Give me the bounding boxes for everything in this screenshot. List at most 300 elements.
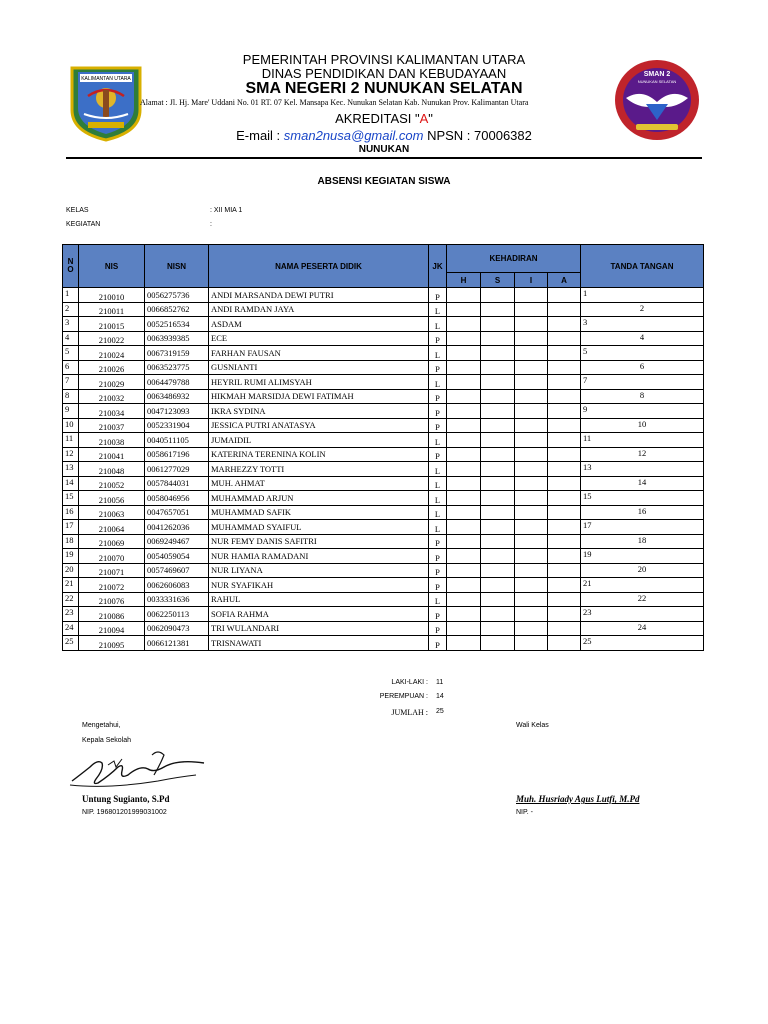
row-signature-cell: 22 <box>581 592 704 607</box>
row-jk: P <box>429 534 447 549</box>
table-row <box>63 288 704 303</box>
row-sakit-cell <box>481 549 515 564</box>
row-nama: IKRA SYDINA <box>209 404 429 419</box>
row-nama: NUR LIYANA <box>209 563 429 578</box>
row-sakit-cell <box>481 636 515 651</box>
row-nis: 210052 <box>79 476 145 491</box>
table-row <box>63 433 704 448</box>
row-alpa-cell <box>548 317 581 332</box>
row-alpa-cell <box>548 491 581 506</box>
row-nis: 210015 <box>79 317 145 332</box>
kepala-sekolah-label: Kepala Sekolah <box>82 737 132 744</box>
row-alpa-cell <box>548 563 581 578</box>
row-hadir-cell <box>447 476 481 491</box>
table-row <box>63 520 704 535</box>
row-nama: MUHAMMAD ARJUN <box>209 491 429 506</box>
row-jk: L <box>429 375 447 390</box>
kegiatan-label: KEGIATAN <box>66 221 101 228</box>
row-no: 7 <box>63 375 79 390</box>
row-nama: NUR SYAFIKAH <box>209 578 429 593</box>
row-sakit-cell <box>481 607 515 622</box>
row-signature-cell: 19 <box>581 549 704 564</box>
laki-label: LAKI-LAKI : <box>391 679 428 686</box>
row-alpa-cell <box>548 607 581 622</box>
row-izin-cell <box>515 534 548 549</box>
row-nisn: 0069249467 <box>145 534 209 549</box>
row-jk: P <box>429 447 447 462</box>
row-sakit-cell <box>481 418 515 433</box>
table-row <box>63 592 704 607</box>
col-no-header <box>63 245 79 288</box>
row-no: 17 <box>63 520 79 535</box>
row-nama: TRI WULANDARI <box>209 621 429 636</box>
row-sakit-cell <box>481 404 515 419</box>
table-row <box>63 549 704 564</box>
row-sakit-cell <box>481 360 515 375</box>
row-nisn: 0064479788 <box>145 375 209 390</box>
row-jk: P <box>429 404 447 419</box>
row-nisn: 0040511105 <box>145 433 209 448</box>
table-row <box>63 636 704 651</box>
col-kehadiran-header: KEHADIRAN <box>447 245 581 273</box>
row-nis: 210026 <box>79 360 145 375</box>
row-sakit-cell <box>481 621 515 636</box>
row-nama: NUR FEMY DANIS SAFITRI <box>209 534 429 549</box>
row-hadir-cell <box>447 360 481 375</box>
row-hadir-cell <box>447 563 481 578</box>
email-label: E-mail : <box>236 128 281 143</box>
row-hadir-cell <box>447 317 481 332</box>
row-jk: P <box>429 389 447 404</box>
row-izin-cell <box>515 447 548 462</box>
row-alpa-cell <box>548 520 581 535</box>
row-signature-cell: 14 <box>581 476 704 491</box>
row-izin-cell <box>515 607 548 622</box>
row-izin-cell <box>515 520 548 535</box>
row-hadir-cell <box>447 549 481 564</box>
row-sakit-cell <box>481 534 515 549</box>
svg-text:KALIMANTAN UTARA: KALIMANTAN UTARA <box>81 76 131 82</box>
row-nisn: 0058046956 <box>145 491 209 506</box>
row-no: 5 <box>63 346 79 361</box>
row-hadir-cell <box>447 302 481 317</box>
row-jk: P <box>429 621 447 636</box>
row-nis: 210071 <box>79 563 145 578</box>
row-nisn: 0062090473 <box>145 621 209 636</box>
row-sakit-cell <box>481 578 515 593</box>
npsn: NPSN : 70006382 <box>427 128 532 143</box>
col-ttd-header: TANDA TANGAN <box>581 245 704 288</box>
row-nisn: 0063486932 <box>145 389 209 404</box>
row-signature-cell: 1 <box>581 288 704 303</box>
row-nis: 210024 <box>79 346 145 361</box>
row-nama: FARHAN FAUSAN <box>209 346 429 361</box>
row-no: 8 <box>63 389 79 404</box>
row-sakit-cell <box>481 505 515 520</box>
row-no: 19 <box>63 549 79 564</box>
row-nisn: 0052331904 <box>145 418 209 433</box>
row-jk: L <box>429 476 447 491</box>
table-row <box>63 447 704 462</box>
row-no: 15 <box>63 491 79 506</box>
row-nis: 210029 <box>79 375 145 390</box>
row-signature-cell: 3 <box>581 317 704 332</box>
col-s-header: S <box>481 273 515 288</box>
row-signature-cell: 2 <box>581 302 704 317</box>
row-nis: 210041 <box>79 447 145 462</box>
row-jk: P <box>429 549 447 564</box>
row-hadir-cell <box>447 433 481 448</box>
row-nis: 210056 <box>79 491 145 506</box>
row-sakit-cell <box>481 592 515 607</box>
row-nis: 210064 <box>79 520 145 535</box>
row-nama: SOFIA RAHMA <box>209 607 429 622</box>
wali-kelas-label: Wali Kelas <box>516 722 549 729</box>
government-line: PEMERINTAH PROVINSI KALIMANTAN UTARA <box>242 52 526 67</box>
row-izin-cell <box>515 389 548 404</box>
row-alpa-cell <box>548 418 581 433</box>
row-jk: L <box>429 491 447 506</box>
attendance-table <box>62 244 704 651</box>
row-hadir-cell <box>447 621 481 636</box>
row-hadir-cell <box>447 534 481 549</box>
row-hadir-cell <box>447 636 481 651</box>
row-nama: KATERINA TERENINA KOLIN <box>209 447 429 462</box>
row-no: 11 <box>63 433 79 448</box>
row-jk: L <box>429 592 447 607</box>
city-line: NUNUKAN <box>358 144 410 155</box>
department-line: DINAS PENDIDIKAN DAN KEBUDAYAAN <box>261 66 507 81</box>
row-alpa-cell <box>548 346 581 361</box>
row-alpa-cell <box>548 476 581 491</box>
col-nama-header: NAMA PESERTA DIDIK <box>209 245 429 288</box>
row-no: 1 <box>63 288 79 303</box>
row-nisn: 0067319159 <box>145 346 209 361</box>
row-sakit-cell <box>481 476 515 491</box>
document-title: ABSENSI KEGIATAN SISWA <box>317 176 451 187</box>
row-sakit-cell <box>481 389 515 404</box>
col-a-header: A <box>548 273 581 288</box>
table-row <box>63 476 704 491</box>
row-izin-cell <box>515 592 548 607</box>
row-izin-cell <box>515 563 548 578</box>
row-signature-cell: 20 <box>581 563 704 578</box>
table-row <box>63 491 704 506</box>
row-signature-cell: 5 <box>581 346 704 361</box>
row-jk: P <box>429 418 447 433</box>
row-jk: P <box>429 636 447 651</box>
row-izin-cell <box>515 317 548 332</box>
row-hadir-cell <box>447 288 481 303</box>
table-row <box>63 607 704 622</box>
row-izin-cell <box>515 346 548 361</box>
row-jk: P <box>429 607 447 622</box>
table-row <box>63 360 704 375</box>
row-no: 10 <box>63 418 79 433</box>
row-alpa-cell <box>548 505 581 520</box>
mengetahui-text: Mengetahui, <box>82 722 121 729</box>
row-jk: P <box>429 563 447 578</box>
row-nisn: 0063939385 <box>145 331 209 346</box>
perempuan-label: PEREMPUAN : <box>379 693 428 700</box>
row-nisn: 0052516534 <box>145 317 209 332</box>
laki-value: 11 <box>436 679 444 686</box>
row-sakit-cell <box>481 563 515 578</box>
row-sakit-cell <box>481 375 515 390</box>
row-hadir-cell <box>447 491 481 506</box>
row-izin-cell <box>515 621 548 636</box>
row-signature-cell: 7 <box>581 375 704 390</box>
row-izin-cell <box>515 302 548 317</box>
row-hadir-cell <box>447 404 481 419</box>
row-jk: L <box>429 317 447 332</box>
col-nisn-header: NISN <box>145 245 209 288</box>
table-row <box>63 317 704 332</box>
row-no: 25 <box>63 636 79 651</box>
row-nis: 210076 <box>79 592 145 607</box>
row-nisn: 0066852762 <box>145 302 209 317</box>
row-nama: JUMAIDIL <box>209 433 429 448</box>
row-signature-cell: 24 <box>581 621 704 636</box>
row-nis: 210010 <box>79 288 145 303</box>
row-jk: L <box>429 462 447 477</box>
row-alpa-cell <box>548 360 581 375</box>
row-hadir-cell <box>447 418 481 433</box>
row-alpa-cell <box>548 578 581 593</box>
row-nisn: 0056275736 <box>145 288 209 303</box>
row-nis: 210063 <box>79 505 145 520</box>
row-nis: 210070 <box>79 549 145 564</box>
kegiatan-value: : <box>210 221 212 228</box>
kelas-label: KELAS <box>66 207 89 214</box>
row-hadir-cell <box>447 607 481 622</box>
table-row <box>63 563 704 578</box>
row-hadir-cell <box>447 520 481 535</box>
row-sakit-cell <box>481 447 515 462</box>
row-nama: JESSICA PUTRI ANATASYA <box>209 418 429 433</box>
header-row <box>63 245 704 273</box>
row-nama: MUHAMMAD SAFIK <box>209 505 429 520</box>
svg-text:NUNUKAN SELATAN: NUNUKAN SELATAN <box>637 79 677 84</box>
row-nisn: 0058617196 <box>145 447 209 462</box>
table-row <box>63 462 704 477</box>
school-logo-icon <box>612 58 702 142</box>
row-alpa-cell <box>548 636 581 651</box>
perempuan-value: 14 <box>436 693 444 700</box>
row-nama: GUSNIANTI <box>209 360 429 375</box>
row-nis: 210011 <box>79 302 145 317</box>
school-name: SMA NEGERI 2 NUNUKAN SELATAN <box>245 80 523 97</box>
col-no-char1: N <box>67 257 74 266</box>
row-nama: ANDI MARSANDA DEWI PUTRI <box>209 288 429 303</box>
row-izin-cell <box>515 505 548 520</box>
table-body <box>63 288 704 651</box>
row-nisn: 0057844031 <box>145 476 209 491</box>
row-alpa-cell <box>548 621 581 636</box>
principal-name: Untung Sugianto, S.Pd <box>82 794 170 804</box>
row-nis: 210037 <box>79 418 145 433</box>
row-nis: 210069 <box>79 534 145 549</box>
row-alpa-cell <box>548 549 581 564</box>
row-nama: ASDAM <box>209 317 429 332</box>
row-hadir-cell <box>447 592 481 607</box>
row-nis: 210034 <box>79 404 145 419</box>
row-alpa-cell <box>548 389 581 404</box>
row-nama: HEYRIL RUMI ALIMSYAH <box>209 375 429 390</box>
row-no: 2 <box>63 302 79 317</box>
row-jk: L <box>429 505 447 520</box>
row-no: 24 <box>63 621 79 636</box>
col-i-header: I <box>515 273 548 288</box>
row-sakit-cell <box>481 520 515 535</box>
row-izin-cell <box>515 288 548 303</box>
row-nisn: 0057469607 <box>145 563 209 578</box>
table-row <box>63 404 704 419</box>
row-izin-cell <box>515 404 548 419</box>
row-jk: L <box>429 520 447 535</box>
row-nama: ECE <box>209 331 429 346</box>
row-signature-cell: 23 <box>581 607 704 622</box>
jumlah-value: 25 <box>436 708 444 715</box>
table-row <box>63 578 704 593</box>
row-nis: 210095 <box>79 636 145 651</box>
row-sakit-cell <box>481 331 515 346</box>
row-signature-cell: 6 <box>581 360 704 375</box>
row-no: 14 <box>63 476 79 491</box>
row-nama: HIKMAH MARSIDJA DEWI FATIMAH <box>209 389 429 404</box>
row-alpa-cell <box>548 302 581 317</box>
row-nisn: 0047657051 <box>145 505 209 520</box>
row-izin-cell <box>515 462 548 477</box>
row-no: 21 <box>63 578 79 593</box>
row-no: 20 <box>63 563 79 578</box>
table-row <box>63 331 704 346</box>
row-nis: 210094 <box>79 621 145 636</box>
row-alpa-cell <box>548 331 581 346</box>
row-alpa-cell <box>548 534 581 549</box>
row-hadir-cell <box>447 331 481 346</box>
accreditation-label: AKREDITASI " <box>335 111 420 126</box>
row-signature-cell: 21 <box>581 578 704 593</box>
row-nama: MUHAMMAD SYAIFUL <box>209 520 429 535</box>
row-no: 3 <box>63 317 79 332</box>
row-jk: L <box>429 346 447 361</box>
row-izin-cell <box>515 418 548 433</box>
row-signature-cell: 15 <box>581 491 704 506</box>
row-sakit-cell <box>481 433 515 448</box>
row-izin-cell <box>515 375 548 390</box>
row-nisn: 0062250113 <box>145 607 209 622</box>
row-signature-cell: 9 <box>581 404 704 419</box>
row-no: 22 <box>63 592 79 607</box>
row-signature-cell: 17 <box>581 520 704 535</box>
homeroom-teacher-name: Muh. Husriady Agus Lutfi, M.Pd <box>516 794 640 804</box>
row-signature-cell: 10 <box>581 418 704 433</box>
row-nis: 210038 <box>79 433 145 448</box>
row-hadir-cell <box>447 389 481 404</box>
jumlah-label: JUMLAH : <box>391 708 428 717</box>
row-nama: ANDI RAMDAN JAYA <box>209 302 429 317</box>
row-izin-cell <box>515 360 548 375</box>
row-no: 6 <box>63 360 79 375</box>
row-no: 16 <box>63 505 79 520</box>
row-hadir-cell <box>447 447 481 462</box>
row-sakit-cell <box>481 491 515 506</box>
table-row <box>63 302 704 317</box>
row-hadir-cell <box>447 505 481 520</box>
row-alpa-cell <box>548 592 581 607</box>
row-jk: L <box>429 433 447 448</box>
row-hadir-cell <box>447 375 481 390</box>
table-row <box>63 505 704 520</box>
row-jk: P <box>429 578 447 593</box>
row-no: 23 <box>63 607 79 622</box>
row-izin-cell <box>515 476 548 491</box>
row-no: 13 <box>63 462 79 477</box>
row-sakit-cell <box>481 288 515 303</box>
row-jk: P <box>429 331 447 346</box>
row-alpa-cell <box>548 288 581 303</box>
row-izin-cell <box>515 549 548 564</box>
row-alpa-cell <box>548 404 581 419</box>
email-value: sman2nusa@gmail.com <box>283 128 424 143</box>
row-hadir-cell <box>447 462 481 477</box>
row-alpa-cell <box>548 375 581 390</box>
row-nis: 210086 <box>79 607 145 622</box>
row-nisn: 0066121381 <box>145 636 209 651</box>
row-nisn: 0062606083 <box>145 578 209 593</box>
row-signature-cell: 25 <box>581 636 704 651</box>
row-no: 12 <box>63 447 79 462</box>
row-alpa-cell <box>548 447 581 462</box>
row-sakit-cell <box>481 346 515 361</box>
row-sakit-cell <box>481 462 515 477</box>
row-nisn: 0047123093 <box>145 404 209 419</box>
table-row <box>63 389 704 404</box>
accreditation-close: " <box>428 111 433 126</box>
row-nisn: 0054059054 <box>145 549 209 564</box>
row-signature-cell: 11 <box>581 433 704 448</box>
row-jk: L <box>429 302 447 317</box>
row-izin-cell <box>515 578 548 593</box>
row-nama: MARHEZZY TOTTI <box>209 462 429 477</box>
table-row <box>63 534 704 549</box>
row-no: 18 <box>63 534 79 549</box>
svg-text:SMAN 2: SMAN 2 <box>643 71 671 78</box>
row-no: 4 <box>63 331 79 346</box>
row-nama: MUH. AHMAT <box>209 476 429 491</box>
row-nis: 210022 <box>79 331 145 346</box>
row-izin-cell <box>515 636 548 651</box>
row-nama: NUR HAMIA RAMADANI <box>209 549 429 564</box>
row-nama: TRISNAWATI <box>209 636 429 651</box>
col-nis-header: NIS <box>79 245 145 288</box>
letterhead <box>0 0 768 160</box>
row-nisn: 0061277029 <box>145 462 209 477</box>
letterhead-divider <box>66 157 702 159</box>
row-sakit-cell <box>481 302 515 317</box>
table-row <box>63 375 704 390</box>
kelas-value: : XII MIA 1 <box>210 207 243 214</box>
row-no: 9 <box>63 404 79 419</box>
row-nis: 210048 <box>79 462 145 477</box>
row-alpa-cell <box>548 462 581 477</box>
row-hadir-cell <box>447 578 481 593</box>
row-signature-cell: 13 <box>581 462 704 477</box>
row-alpa-cell <box>548 433 581 448</box>
col-no-char2: O <box>67 265 74 274</box>
row-sakit-cell <box>481 317 515 332</box>
